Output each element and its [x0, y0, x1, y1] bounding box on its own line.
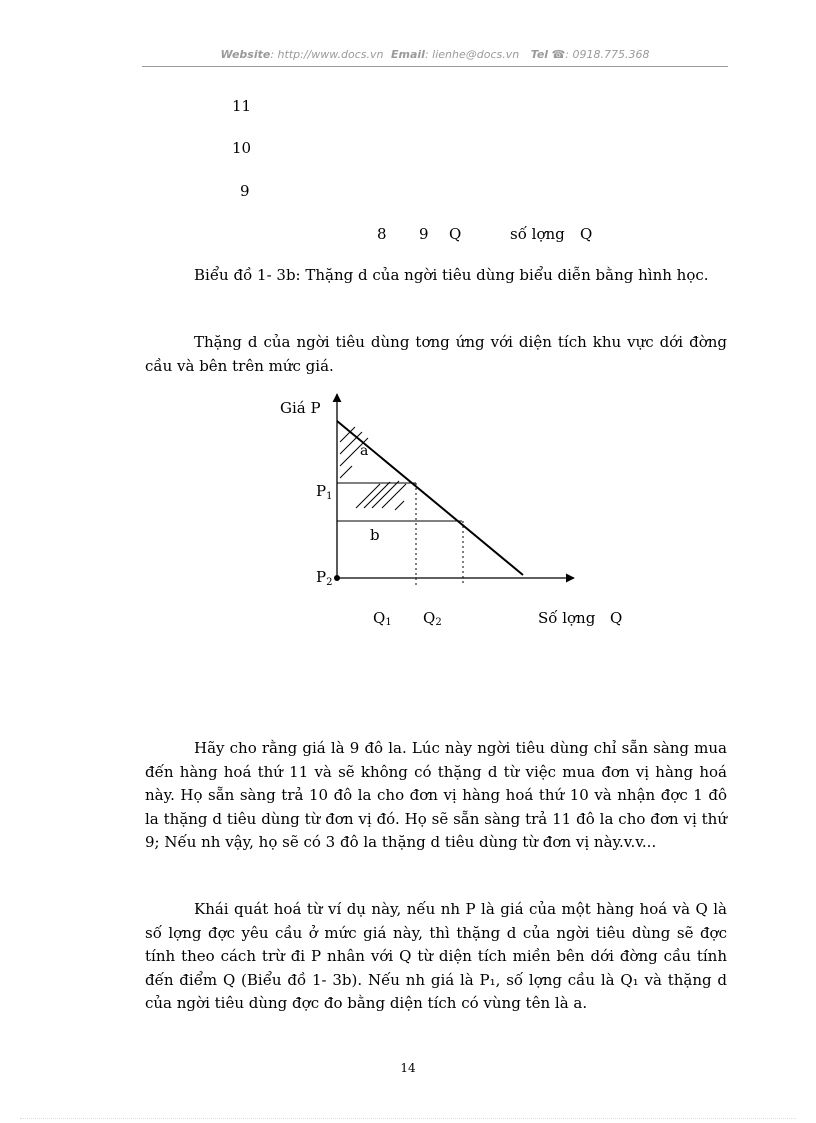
tel-label: Tel [530, 48, 549, 61]
paragraph-2: Khái quát hoá từ ví dụ này, nếu nh P là giá của một hàng hoá và Q là số lợng đợc yêu cầu ở mức giá này, thì thặng d của ngời tiêu dùng sẽ đợc tính theo cách trừ đi P nhân với Q từ diện tích miền bên dới đờng cầu tính đến điểm Q (Biểu đồ 1- 3b). Nếu nh giá là P₁, số lợng cầu là Q₁ và thặng d của ngời tiêu dùng đợc đo bằng diện tích có vùng tên là a. [145, 900, 727, 1012]
consumer-surplus-diagram [0, 392, 816, 628]
p2-label: $P_2$ [316, 568, 333, 588]
page-number: 14 [400, 1061, 416, 1075]
x-tick-8: 8 [377, 225, 387, 243]
intro-paragraph: Thặng d của ngời tiêu dùng tơng ứng với diện tích khu vực dới đờng cầu và bên trên mức giá. [145, 333, 727, 375]
email-label: Email [391, 48, 425, 61]
page-header [142, 48, 728, 61]
x-axis-label-quantity: Số lợng [538, 609, 596, 627]
figure-caption: Biểu đồ 1- 3b: Thặng d của ngời tiêu dùng biểu diễn bằng hình học. [194, 266, 709, 284]
paragraph-1: Hãy cho rằng giá là 9 đô la. Lúc này ngời tiêu dùng chỉ sẵn sàng mua đến hàng hoá thứ 11 và sẽ không có thặng d từ việc mua đơn vị hàng hoá này. Họ sẵn sàng trả 10 đô la cho đơn vị hàng hoá thứ 10 và nhận đợc 1 đô la thặng d tiêu dùng từ đơn vị đó. Họ sẽ sẵn sàng trả 11 đô la cho đơn vị thứ 9; Nếu nh vậy, họ sẽ có 3 đô la thặng d tiêu dùng từ đơn vị này.v.v... [145, 739, 727, 851]
y-tick-10: 10 [232, 139, 252, 157]
y-tick-9: 9 [240, 182, 250, 200]
tel-value: : 0918.775.368 [565, 48, 650, 61]
area-b-label: b [370, 526, 380, 544]
p1-label: $P_1$ [316, 482, 333, 502]
x-axis-q: Q [580, 225, 593, 243]
x-axis-label-q: Q [610, 609, 623, 627]
q1-label: Q1 [373, 609, 392, 628]
q2-label: Q2 [423, 609, 442, 628]
x-tick-q: Q [449, 225, 462, 243]
x-tick-9: 9 [419, 225, 429, 243]
area-a-label: a [360, 443, 369, 459]
website-value: : http://www.docs.vn [270, 48, 384, 61]
phone-icon: ☎ [551, 48, 566, 61]
y-tick-11: 11 [232, 97, 252, 115]
x-axis-label: số lợng [510, 225, 565, 243]
y-axis-label: Giá P [280, 399, 321, 417]
website-label: Website [220, 48, 271, 61]
footer-divider [20, 1118, 796, 1119]
email-value: : lienhe@docs.vn [424, 48, 520, 61]
p2-point [334, 575, 340, 581]
header-divider [142, 66, 728, 67]
area-a-hatching [340, 427, 406, 510]
